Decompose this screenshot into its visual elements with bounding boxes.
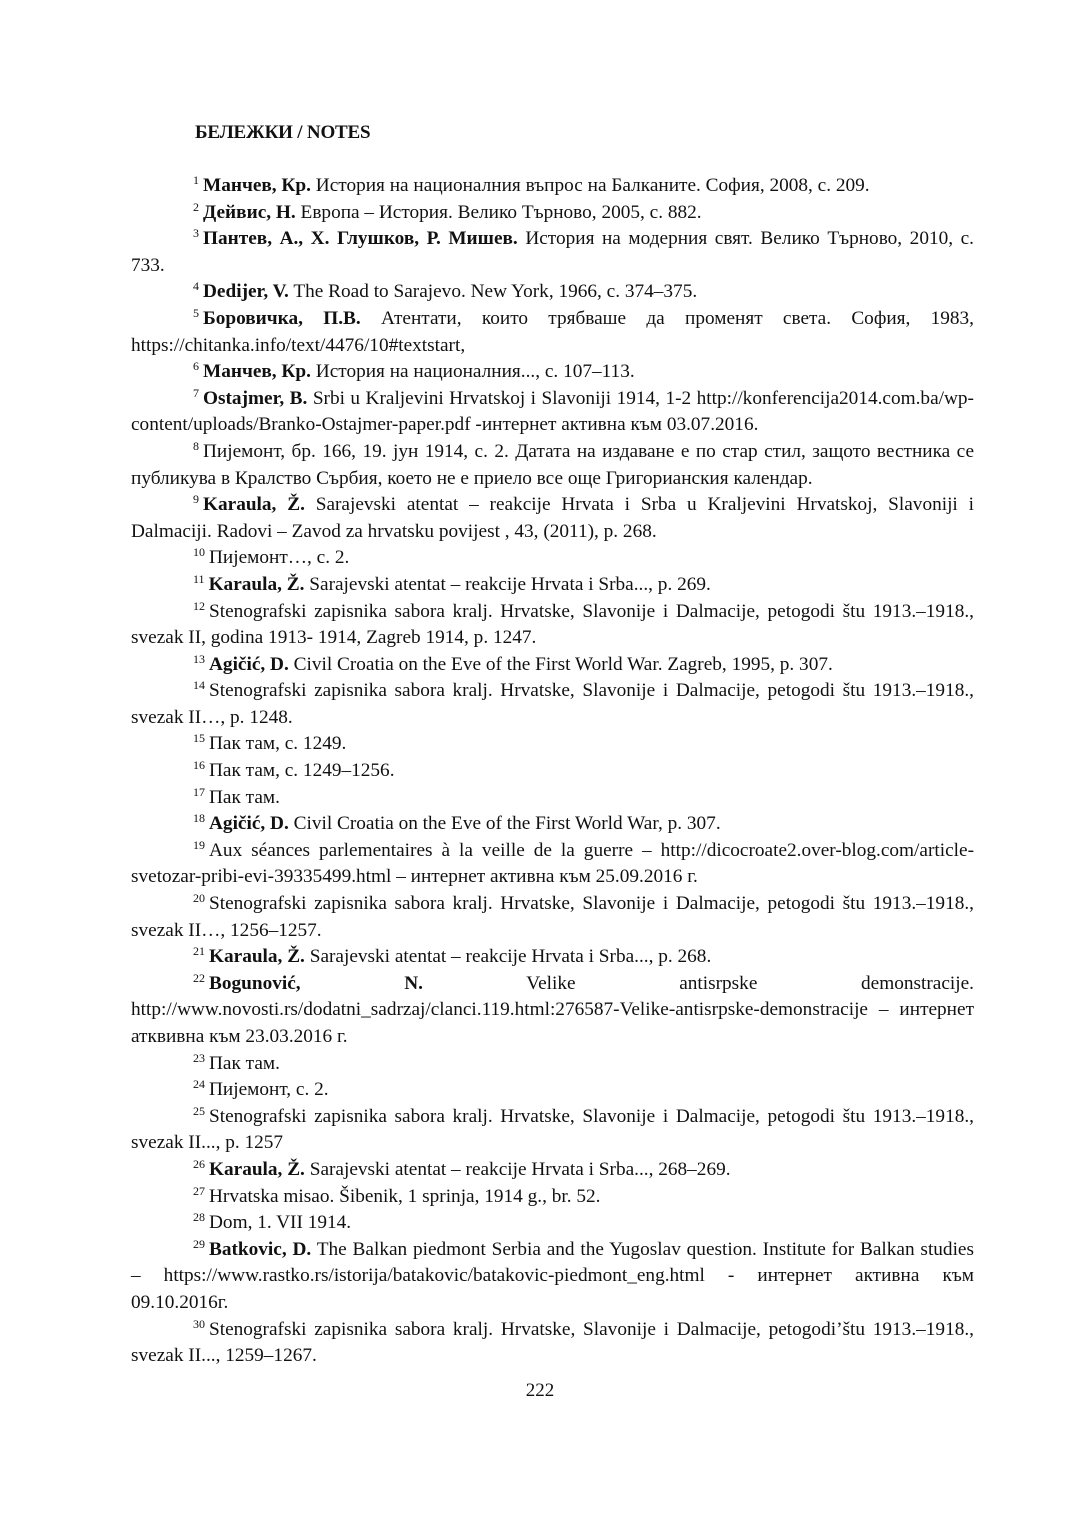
note-number: 13 <box>193 651 205 666</box>
note-11 <box>131 572 974 599</box>
note-number: 27 <box>193 1183 205 1198</box>
note-author: Дейвис, Н. <box>203 201 296 223</box>
note-text: Velike antisrpske demonstracije. http://www.novosti.rs/dodatni_sadrzaj/clanci.119.html:276587-Velike-antisrpske-demonstracije – интернет атквивна към 23.03.2016 г. <box>131 972 974 1047</box>
note-author: Bogunović, N. <box>209 972 423 994</box>
note-text: Stenografski zapisnika sabora kralj. Hrvatske, Slavonije i Dalmacije, petogodi štu 1913.–1918., svezak II..., p. 1257 <box>131 1105 974 1154</box>
note-number: 25 <box>193 1103 205 1118</box>
note-25 <box>131 1104 974 1157</box>
note-number: 12 <box>193 598 205 613</box>
note-text: Stenografski zapisnika sabora kralj. Hrvatske, Slavonije i Dalmacije, petogodi’štu 1913.–1918., svezak II..., 1259–1267. <box>131 1318 974 1367</box>
note-15 <box>131 731 974 758</box>
note-author: Batkovic, D. <box>209 1238 312 1260</box>
note-29 <box>131 1237 974 1317</box>
note-author: Пантев, А., Х. Глушков, Р. Мишев. <box>203 228 518 250</box>
note-number: 29 <box>193 1236 205 1251</box>
note-number: 24 <box>193 1077 205 1092</box>
note-number: 8 <box>193 438 199 453</box>
note-text: Пак там, с. 1249–1256. <box>209 760 395 782</box>
note-number: 4 <box>193 279 199 294</box>
note-number: 2 <box>193 199 199 214</box>
note-26 <box>131 1157 974 1184</box>
note-text: Sarajevski atentat – reakcije Hrvata i Srba..., 268–269. <box>309 1158 731 1180</box>
note-text: Европа – История. Велико Търново, 2005, с. 882. <box>300 201 702 223</box>
note-author: Боровичка, П.В. <box>203 307 361 329</box>
note-number: 9 <box>193 492 199 507</box>
note-10 <box>131 545 974 572</box>
note-author: Karaula, Ž. <box>203 494 305 516</box>
note-20 <box>131 891 974 944</box>
note-author: Karaula, Ž. <box>208 573 305 595</box>
note-text: The Road to Sarajevo. New York, 1966, с. 374–375. <box>293 281 698 303</box>
note-number: 11 <box>193 571 205 586</box>
note-text: Sarajevski atentat – reakcije Hrvata i Srba..., p. 268. <box>309 946 712 968</box>
note-text: Пак там. <box>209 1052 280 1074</box>
note-author: Манчев, Кр. <box>203 361 311 383</box>
note-27 <box>131 1184 974 1211</box>
note-number: 1 <box>193 173 199 187</box>
note-text: The Balkan piedmont Serbia and the Yugoslav question. Institute for Balkan studies – https://www.rastko.rs/istorija/batakovic/batakovic-piedmont_eng.html - интернет активна към 09.10.2016г. <box>131 1238 974 1313</box>
note-text: Sarajevski atentat – reakcije Hrvata i Srba..., p. 269. <box>309 573 711 595</box>
note-text: Hrvatska misao. Šibenik, 1 sprinja, 1914 g., br. 52. <box>209 1185 601 1207</box>
note-9 <box>131 492 974 545</box>
note-7 <box>131 386 974 439</box>
note-author: Karaula, Ž. <box>209 946 305 968</box>
note-text: Aux séances parlementaires à la veille de la guerre – http://dicocroate2.over-blog.com/article-svetozar-pribi-evi-39335499.html – интернет активна към 25.09.2016 г. <box>131 839 974 888</box>
note-text: Атентати, които трябваше да променят света. София, 1983, https://chitanka.info/text/4476/10#textstart, <box>131 307 974 356</box>
note-text: Пијемонт, с. 2. <box>209 1079 329 1101</box>
note-number: 3 <box>193 226 199 241</box>
note-text: Dom, 1. VII 1914. <box>209 1212 352 1234</box>
note-number: 15 <box>193 731 205 746</box>
note-8 <box>131 439 974 492</box>
note-text: Stenografski zapisnika sabora kralj. Hrvatske, Slavonije i Dalmacije, petogodi štu 1913.–1918., svezak II…, 1256–1257. <box>131 893 974 941</box>
note-text: Civil Croatia on the Eve of the First World War. Zagreb, 1995, p. 307. <box>293 653 833 675</box>
note-number: 23 <box>193 1050 205 1065</box>
note-30 <box>131 1317 974 1370</box>
note-author: Манчев, Кр. <box>203 175 311 196</box>
note-2 <box>131 200 974 227</box>
note-number: 19 <box>193 837 205 852</box>
note-number: 20 <box>193 891 205 906</box>
note-author: Agičić, D. <box>209 653 289 675</box>
note-6 <box>131 359 974 386</box>
note-21 <box>131 944 974 971</box>
note-18 <box>131 811 974 838</box>
note-number: 28 <box>193 1210 205 1225</box>
notes-heading: БЕЛЕЖКИ / NOTES <box>195 122 371 143</box>
note-19 <box>131 838 974 891</box>
note-text: История на националния..., с. 107–113. <box>315 361 635 383</box>
note-16 <box>131 758 974 785</box>
note-3 <box>131 226 974 279</box>
note-number: 10 <box>193 545 205 560</box>
note-number: 16 <box>193 758 205 773</box>
note-4 <box>131 279 974 306</box>
note-author: Dedijer, V. <box>203 281 289 303</box>
note-author: Ostajmer, B. <box>203 387 308 409</box>
note-text: Пак там, с. 1249. <box>209 733 347 755</box>
note-14 <box>131 678 974 731</box>
note-24 <box>131 1077 974 1104</box>
note-number: 18 <box>193 811 205 826</box>
note-22 <box>131 971 974 1051</box>
note-author: Karaula, Ž. <box>209 1158 305 1180</box>
notes-list <box>131 173 974 1370</box>
note-13 <box>131 652 974 679</box>
note-28 <box>131 1210 974 1237</box>
note-number: 22 <box>193 970 205 985</box>
note-17 <box>131 785 974 812</box>
note-text: Пак там. <box>209 786 280 808</box>
note-text: Srbi u Kraljevini Hrvatskoj i Slavoniji 1914, 1-2 http://konferencija2014.com.ba/wp-content/uploads/Branko-Ostajmer-paper.pdf -интернет активна към 03.07.2016. <box>131 387 974 436</box>
note-number: 7 <box>193 385 199 400</box>
note-number: 30 <box>193 1316 205 1331</box>
note-text: Пијемонт, бр. 166, 19. јун 1914, с. 2. Датата на издаване е по стар стил, защото вестника се публикува в Кралство Сърбия, което не е приело все още Григорианския календар. <box>131 440 974 489</box>
note-5 <box>131 306 974 359</box>
note-number: 6 <box>193 359 199 374</box>
note-text: История на модерния свят. Велико Търново, 2010, с. 733. <box>131 228 975 276</box>
note-text: История на националния въпрос на Балканите. София, 2008, с. 209. <box>315 175 870 196</box>
note-number: 14 <box>193 678 205 693</box>
note-text: Stenografski zapisnika sabora kralj. Hrvatske, Slavonije i Dalmacije, petogodi štu 1913.–1918., svezak II, godina 1913- 1914, Zagreb 1914, p. 1247. <box>131 600 974 649</box>
page-number: 222 <box>525 1380 555 1401</box>
note-23 <box>131 1051 974 1078</box>
note-number: 26 <box>193 1156 205 1171</box>
note-author: Agičić, D. <box>209 813 289 835</box>
note-number: 21 <box>193 944 205 959</box>
note-number: 17 <box>193 784 205 799</box>
note-number: 5 <box>193 305 199 320</box>
note-text: Civil Croatia on the Eve of the First World War, p. 307. <box>293 813 721 835</box>
note-1 <box>131 173 974 200</box>
note-text: Sarajevski atentat – reakcije Hrvata i Srba u Kraljevini Hrvatskoj, Slavoniji i Dalmaciji. Radovi – Zavod za hrvatsku povijest , 43, (2011), p. 268. <box>131 494 974 542</box>
note-text: Пијемонт…, с. 2. <box>209 547 350 569</box>
note-text: Stenografski zapisnika sabora kralj. Hrvatske, Slavonije i Dalmacije, petogodi štu 1913.–1918., svezak II…, p. 1248. <box>131 680 974 728</box>
note-12 <box>131 599 974 652</box>
